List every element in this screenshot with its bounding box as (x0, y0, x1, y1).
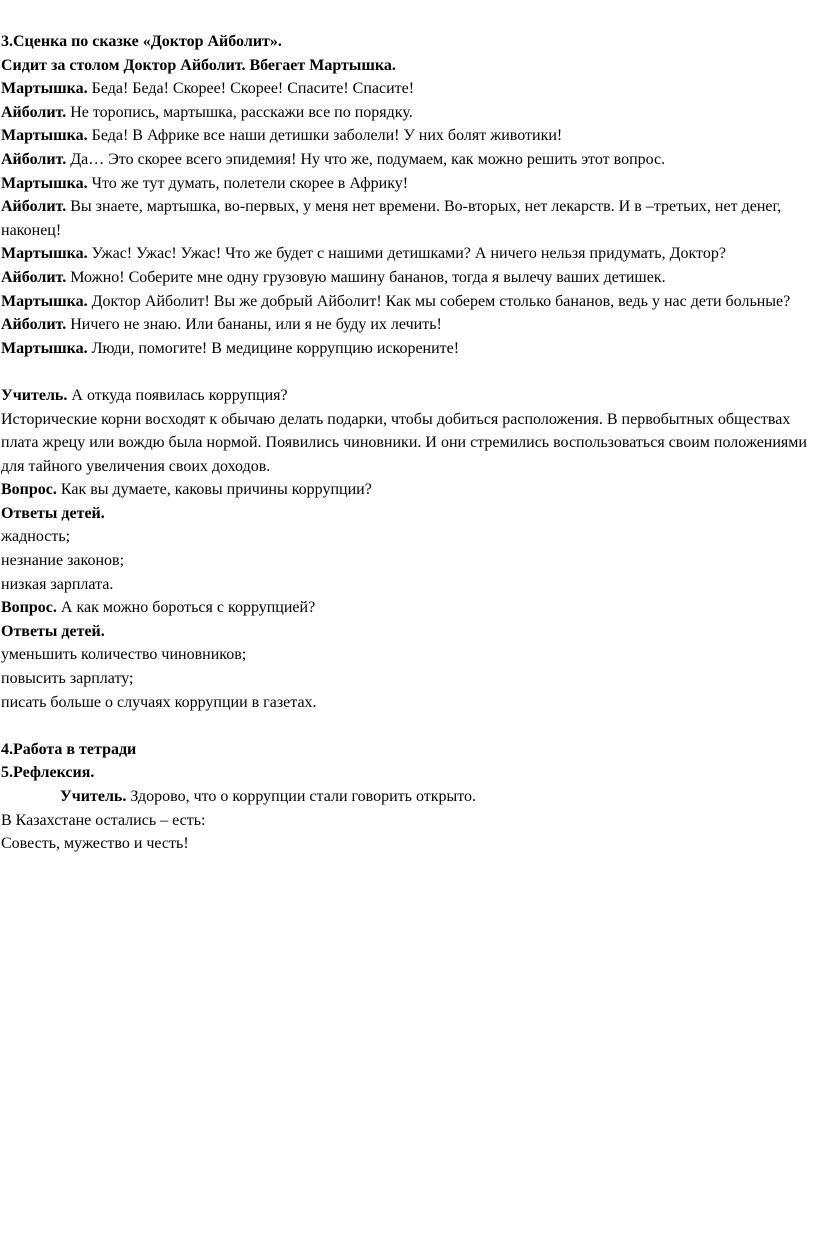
dialogue-text: Да… Это скорее всего эпидемия! Ну что же, подумаем, как можно решить этот вопрос. (66, 150, 666, 168)
speaker-name: Мартышка. (1, 292, 88, 310)
answers-1-label (1, 502, 809, 526)
answers-2-label (1, 620, 809, 644)
speaker-name: Учитель. (1, 386, 68, 404)
question-2 (1, 596, 809, 620)
paragraph-gap (1, 360, 809, 384)
question-label: Вопрос. (1, 599, 57, 617)
answer-item: писать больше о случаях коррупции в газетах. (1, 693, 317, 711)
paragraph-gap (1, 714, 809, 738)
dialogue-text: Люди, помогите! В медицине коррупцию искорените! (87, 339, 460, 357)
stage-direction (1, 54, 809, 78)
answer-item: повысить зарплату; (1, 670, 134, 688)
history-paragraph: Исторические корни восходят к обычаю делать подарки, чтобы добиться расположения. В первобытных обществах плата жрецу или вождю была нормой. Появились чиновники. И они стремились воспользоваться своим положениями для тайного увеличения своих доходов. (1, 410, 807, 475)
answer-item: незнание законов; (1, 552, 125, 570)
verse-line: В Казахстане остались – есть: (1, 811, 206, 829)
verse-line: Совесть, мужество и честь! (1, 835, 189, 853)
answer-item: жадность; (1, 528, 71, 546)
dialogue-line (1, 172, 809, 196)
teacher-reflection (1, 785, 809, 809)
speaker-name: Айболит. (1, 316, 67, 334)
dialogue-line (1, 290, 809, 314)
dialogue-text: Можно! Соберите мне одну грузовую машину бананов, тогда я вылечу ваших детишек. (66, 268, 666, 286)
dialogue-line (1, 242, 809, 266)
answer-item: низкая зарплата. (1, 575, 114, 593)
speaker-name: Айболит. (1, 150, 67, 168)
speaker-name: Айболит. (1, 268, 67, 286)
dialogue-text: Не торопись, мартышка, расскажи все по порядку. (66, 103, 413, 121)
dialogue-line (1, 124, 809, 148)
section-5-heading (1, 761, 809, 785)
teacher-text: А откуда появилась коррупция? (67, 386, 288, 404)
scene-heading (1, 30, 809, 54)
dialogue-line (1, 337, 809, 361)
dialogue-line (1, 266, 809, 290)
speaker-name: Мартышка. (1, 127, 88, 145)
section-4-heading (1, 738, 809, 762)
speaker-name: Айболит. (1, 103, 67, 121)
speaker-name: Мартышка. (1, 80, 88, 98)
teacher-text: Здорово, что о коррупции стали говорить открыто. (126, 788, 477, 805)
dialogue-text: Беда! Беда! Скорее! Скорее! Спасите! Спасите! (87, 80, 415, 98)
answer-item: уменьшить количество чиновников; (1, 646, 247, 664)
teacher-question (1, 384, 809, 408)
stage-direction-text: Сидит за столом Доктор Айболит. Вбегает Мартышка. (1, 56, 396, 74)
dialogue-line (1, 77, 809, 101)
document-page (0, 30, 809, 856)
speaker-name: Айболит. (1, 198, 67, 216)
question-1 (1, 478, 809, 502)
dialogue-text: Ничего не знаю. Или бананы, или я не буду их лечить! (66, 316, 442, 334)
speaker-name: Учитель. (60, 788, 127, 805)
speaker-name: Мартышка. (1, 339, 88, 357)
dialogue-text: Доктор Айболит! Вы же добрый Айболит! Как мы соберем столько бананов, ведь у нас дети больные? (87, 292, 791, 310)
question-text: А как можно бороться с коррупцией? (56, 599, 316, 617)
dialogue-text: Ужас! Ужас! Ужас! Что же будет с нашими детишками? А ничего нельзя придумать, Доктор? (87, 245, 726, 263)
section-heading-text: 5.Рефлексия. (1, 764, 95, 782)
section-heading-text: 4.Работа в тетради (1, 740, 137, 758)
answers-label-text: Ответы детей. (1, 504, 105, 522)
question-label: Вопрос. (1, 481, 57, 499)
question-text: Как вы думаете, каковы причины коррупции? (56, 481, 372, 499)
dialogue-line (1, 313, 809, 337)
dialogue-text: Что же тут думать, полетели скорее в Африку! (87, 174, 409, 192)
dialogue-text: Беда! В Африке все наши детишки заболели! У них болят животики! (87, 127, 563, 145)
speaker-name: Мартышка. (1, 174, 88, 192)
dialogue-line (1, 148, 809, 172)
dialogue-text: Вы знаете, мартышка, во-первых, у меня нет времени. Во-вторых, нет лекарств. И в –третьих, нет денег, наконец! (1, 198, 782, 239)
speaker-name: Мартышка. (1, 245, 88, 263)
scene-heading-text: 3.Сценка по сказке «Доктор Айболит». (1, 33, 282, 50)
dialogue-line (1, 195, 809, 242)
answers-label-text: Ответы детей. (1, 622, 105, 640)
dialogue-line (1, 101, 809, 125)
